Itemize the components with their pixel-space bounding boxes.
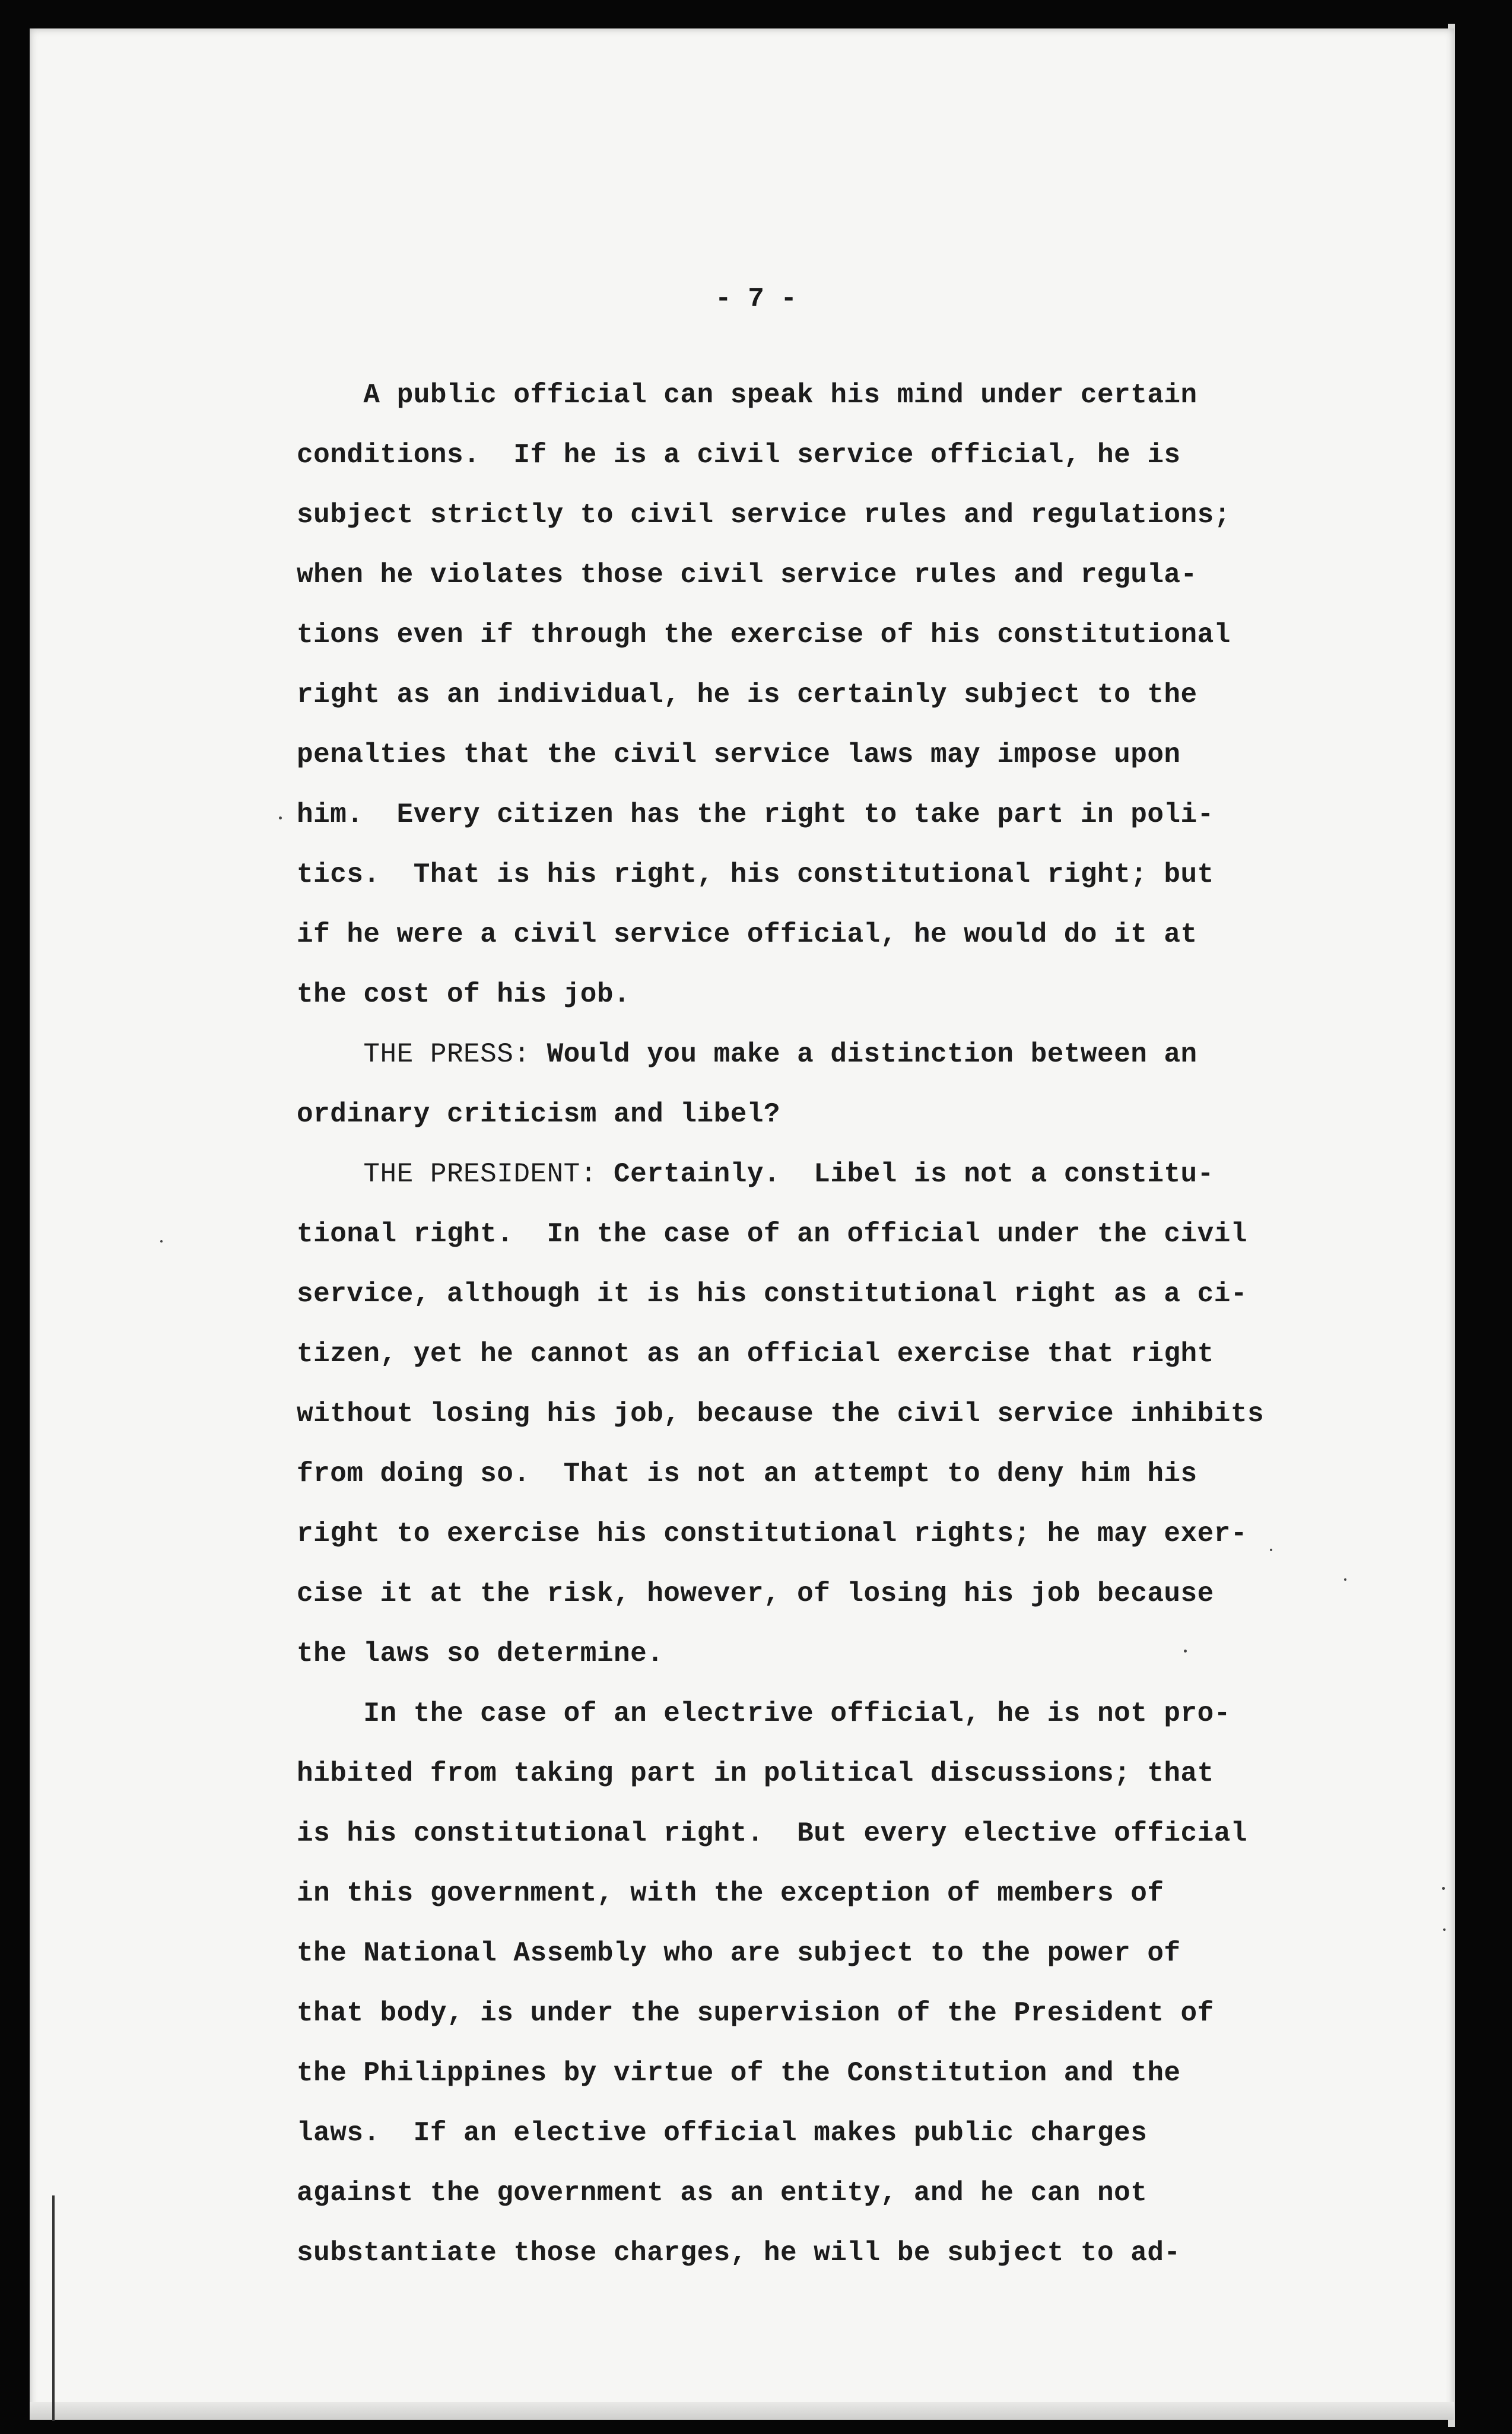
text-line: the cost of his job.: [297, 979, 631, 1010]
text-line: the laws so determine.: [297, 1638, 664, 1669]
text-line: from doing so. That is not an attempt to deny him his: [297, 1459, 1197, 1489]
text-line: tizen, yet he cannot as an official exercise that right: [297, 1339, 1214, 1369]
text-line: tics. That is his right, his constitutional right; but: [297, 859, 1214, 890]
page-number: - 7 -: [714, 284, 798, 314]
text-line: right as an individual, he is certainly subject to the: [297, 679, 1197, 710]
text-line: penalties that the civil service laws may impose upon: [297, 739, 1181, 770]
text-line: against the government as an entity, and he can not: [297, 2178, 1148, 2209]
speaker-label: THE PRESIDENT:: [363, 1159, 597, 1190]
text-line: [297, 1145, 1412, 1205]
text-line: [297, 1025, 1412, 1085]
text-line: cise it at the risk, however, of losing his job because: [297, 1578, 1214, 1609]
text-line: conditions. If he is a civil service official, he is: [297, 440, 1181, 471]
text-line: right to exercise his constitutional rights; he may exer-: [297, 1518, 1247, 1549]
text-line: him. Every citizen has the right to take part in poli-: [297, 799, 1214, 830]
speaker-label: THE PRESS:: [363, 1039, 531, 1070]
text-line-remainder: Would you make a distinction between an: [530, 1039, 1197, 1070]
text-line: if he were a civil service official, he would do it at: [297, 919, 1197, 950]
text-line: laws. If an elective official makes public charges: [297, 2118, 1148, 2149]
text-line: when he violates those civil service rules and regula-: [297, 560, 1197, 590]
text-line: without losing his job, because the civil service inhibits: [297, 1399, 1265, 1429]
text-line: In the case of an electrive official, he is not pro-: [297, 1698, 1231, 1729]
text-line: tional right. In the case of an official under the civil: [297, 1219, 1247, 1250]
text-line: substantiate those charges, he will be subject to ad-: [297, 2238, 1181, 2268]
text-line: subject strictly to civil service rules and regulations;: [297, 500, 1231, 530]
text-line: that body, is under the supervision of the President of: [297, 1998, 1214, 2029]
paragraph-elective-official: [297, 1684, 1412, 2283]
text-line: is his constitutional right. But every elective official: [297, 1818, 1247, 1849]
text-line: in this government, with the exception of members of: [297, 1878, 1164, 1909]
binding-mark: [52, 2195, 55, 2421]
text-line: tions even if through the exercise of his constitutional: [297, 619, 1231, 650]
paragraph-public-official: [297, 366, 1412, 1025]
text-line: the Philippines by virtue of the Constitution and the: [297, 2058, 1181, 2089]
text-line: the National Assembly who are subject to the power of: [297, 1938, 1181, 1969]
document-body: [297, 366, 1412, 2283]
page-bottom-edge: [30, 2402, 1454, 2420]
paragraph-president-answer: [297, 1145, 1412, 1684]
text-line: A public official can speak his mind under certain: [297, 380, 1197, 411]
text-line: ordinary criticism and libel?: [297, 1099, 781, 1130]
paragraph-press-question: [297, 1025, 1412, 1145]
text-line: service, although it is his constitutional right as a ci-: [297, 1279, 1247, 1310]
text-line: hibited from taking part in political discussions; that: [297, 1758, 1214, 1789]
text-line-remainder: Certainly. Libel is not a constitu-: [596, 1159, 1214, 1190]
